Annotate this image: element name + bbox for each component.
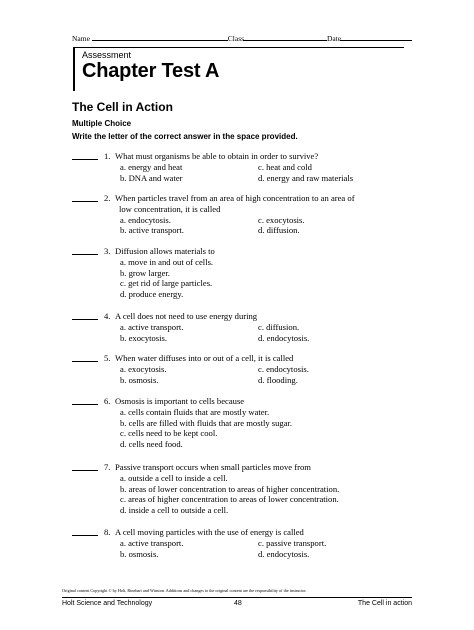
- answer-option: d. diffusion.: [258, 225, 300, 236]
- footer-divider: [62, 597, 412, 598]
- answer-option: a. energy and heat: [120, 161, 183, 172]
- instructions: Write the letter of the correct answer in the space provided.: [72, 132, 298, 141]
- page-number: 48: [234, 600, 242, 607]
- question-stem: [104, 353, 412, 364]
- class-label: Class: [227, 34, 245, 43]
- answer-option: c. exocytosis.: [258, 214, 305, 225]
- question-text: Diffusion allows materials to: [115, 246, 215, 256]
- answer-option: a. cells contain fluids that are mostly water.: [120, 406, 270, 417]
- answer-option: a. active transport.: [120, 537, 184, 548]
- answer-options: [120, 162, 412, 184]
- answer-option: d. produce energy.: [120, 289, 184, 300]
- answer-option: c. diffusion.: [258, 321, 300, 332]
- option-row: [120, 549, 412, 560]
- question-7: [72, 462, 412, 516]
- question-number: 6.: [104, 396, 111, 406]
- option-row: [120, 364, 412, 375]
- answer-blank[interactable]: [72, 353, 98, 362]
- question-stem: [104, 396, 412, 407]
- question-number: 3.: [104, 246, 111, 256]
- answer-option: b. osmosis.: [120, 374, 159, 385]
- question-8: [72, 527, 412, 559]
- question-text: What must organisms be able to obtain in order to survive?: [115, 151, 319, 161]
- answer-option: c. cells need to be kept cool.: [120, 428, 218, 439]
- answer-option: b. active transport.: [120, 225, 184, 236]
- answer-option: b. grow larger.: [120, 267, 170, 278]
- option-row: [120, 162, 412, 173]
- date-blank[interactable]: [340, 33, 412, 41]
- answer-option: c. heat and cold: [258, 161, 312, 172]
- publisher-name: Holt Science and Technology: [62, 600, 153, 607]
- option-row: [120, 322, 412, 333]
- answer-option: a. exocytosis.: [120, 363, 167, 374]
- question-number: 5.: [104, 353, 111, 363]
- answer-options: [120, 257, 412, 300]
- answer-options: [120, 322, 412, 344]
- question-number: 2.: [104, 193, 111, 203]
- answer-blank[interactable]: [72, 396, 98, 405]
- question-stem: [104, 462, 412, 473]
- question-number: 7.: [104, 462, 111, 472]
- question-stem: [104, 311, 412, 322]
- answer-options: [120, 364, 412, 386]
- question-number: 8.: [104, 527, 111, 537]
- question-text: A cell moving particles with the use of energy is called: [115, 527, 304, 537]
- option-row: [120, 225, 412, 236]
- answer-option: c. get rid of large particles.: [120, 278, 213, 289]
- question-text: When water diffuses into or out of a cell, it is called: [115, 353, 294, 363]
- answer-option: a. active transport.: [120, 321, 184, 332]
- class-blank[interactable]: [243, 33, 327, 41]
- answer-option: b. cells are filled with fluids that are mostly sugar.: [120, 417, 293, 428]
- answer-option: a. outside a cell to inside a cell.: [120, 472, 228, 483]
- question-text: When particles travel from an area of high concentration to an area of: [115, 193, 355, 203]
- answer-option: c. areas of higher concentration to areas of lower concentration.: [120, 494, 339, 505]
- answer-options: [120, 473, 412, 516]
- question-stem: [104, 193, 412, 204]
- answer-options: [120, 407, 412, 450]
- option-row: [120, 173, 412, 184]
- question-1: [72, 151, 412, 183]
- name-label: Name: [72, 34, 90, 43]
- answer-options: [120, 538, 412, 560]
- answer-option: c. passive transport.: [258, 537, 327, 548]
- question-5: [72, 353, 412, 385]
- answer-option: d. cells need food.: [120, 439, 183, 450]
- option-row: [120, 538, 412, 549]
- question-text: A cell does not need to use energy during: [115, 311, 258, 321]
- copyright-note: Original content Copyright © by Holt, Rinehart and Winston. Additions and changes to the original content are the responsibility of the instructor.: [62, 588, 307, 593]
- question-4: [72, 311, 412, 343]
- answer-blank[interactable]: [72, 311, 98, 320]
- answer-option: b. areas of lower concentration to areas of higher concentration.: [120, 483, 340, 494]
- answer-blank[interactable]: [72, 527, 98, 536]
- answer-option: c. endocytosis.: [258, 363, 309, 374]
- answer-option: d. inside a cell to outside a cell.: [120, 505, 229, 516]
- date-label: Date: [326, 34, 342, 43]
- answer-blank[interactable]: [72, 462, 98, 471]
- answer-option: b. exocytosis.: [120, 332, 168, 343]
- student-info-header: [72, 33, 402, 43]
- answer-blank[interactable]: [72, 193, 98, 202]
- answer-option: b. DNA and water: [120, 172, 183, 183]
- question-stem: [104, 151, 412, 162]
- question-6: [72, 396, 412, 450]
- option-row: [120, 375, 412, 386]
- answer-blank[interactable]: [72, 151, 98, 160]
- answer-option: d. endocytosis.: [258, 332, 310, 343]
- name-blank[interactable]: [92, 33, 228, 41]
- question-text-continued: low concentration, it is called: [119, 203, 221, 214]
- question-2: [72, 193, 412, 236]
- question-stem: [104, 246, 412, 257]
- footer-chapter-name: The Cell in action: [357, 600, 412, 607]
- answer-option: d. endocytosis.: [258, 548, 310, 559]
- question-number: 1.: [104, 151, 111, 161]
- answer-option: a. endocytosis.: [120, 214, 171, 225]
- section-subtitle: Multiple Choice: [72, 119, 132, 128]
- answer-option: b. osmosis.: [120, 548, 159, 559]
- answer-options: [120, 215, 412, 237]
- answer-blank[interactable]: [72, 246, 98, 255]
- question-3: [72, 246, 412, 300]
- question-text: Passive transport occurs when small particles move from: [115, 462, 311, 472]
- question-text: Osmosis is important to cells because: [115, 396, 245, 406]
- question-number: 4.: [104, 311, 111, 321]
- section-title: The Cell in Action: [72, 100, 173, 114]
- answer-option: a. move in and out of cells.: [120, 256, 214, 267]
- option-row: [120, 333, 412, 344]
- question-stem: [104, 527, 412, 538]
- chapter-title: Chapter Test A: [82, 60, 220, 82]
- answer-option: d. flooding.: [258, 374, 298, 385]
- answer-option: d. energy and raw materials: [258, 172, 354, 183]
- option-row: [120, 215, 412, 226]
- assessment-label: Assessment: [82, 50, 132, 60]
